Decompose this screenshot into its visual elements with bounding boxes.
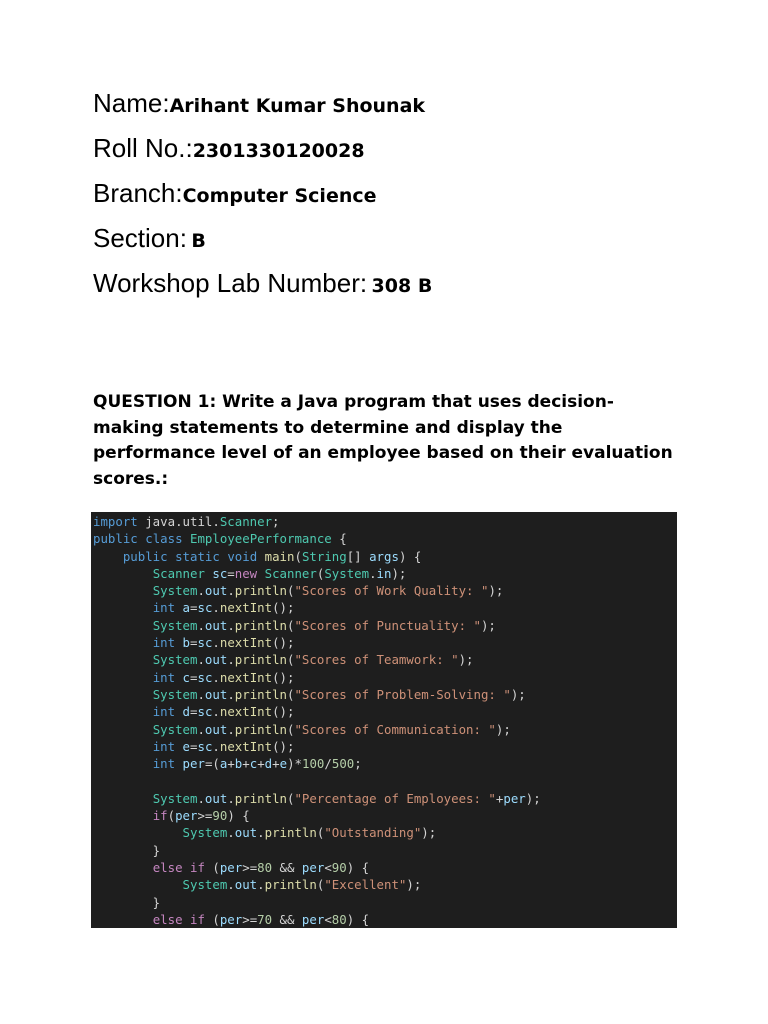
code-token: (); bbox=[272, 704, 295, 720]
code-token: else bbox=[152, 859, 183, 875]
code-token: sc bbox=[197, 669, 213, 685]
roll-no-line bbox=[93, 133, 365, 164]
code-token bbox=[93, 912, 153, 927]
code-token: System bbox=[324, 565, 370, 581]
code-token bbox=[93, 566, 153, 581]
code-token: nextInt bbox=[219, 600, 273, 616]
code-token: [] bbox=[346, 548, 370, 564]
code-token: 100 bbox=[302, 756, 325, 772]
code-token: if bbox=[190, 859, 205, 875]
code-token: ); bbox=[488, 583, 504, 599]
code-token: < bbox=[324, 859, 332, 875]
code-token: } bbox=[93, 894, 161, 910]
name-label: Name: bbox=[93, 88, 170, 118]
code-token: b bbox=[234, 756, 243, 772]
code-token: args bbox=[369, 548, 399, 564]
code-line bbox=[93, 703, 677, 720]
code-token: per bbox=[219, 859, 243, 875]
code-token: "Scores of Teamwork: " bbox=[294, 652, 459, 668]
code-token: 90 bbox=[331, 859, 347, 875]
roll-no-value: 2301330120028 bbox=[192, 140, 365, 162]
code-token: b bbox=[182, 635, 191, 651]
code-token: = bbox=[190, 600, 198, 616]
code-token: ( bbox=[287, 583, 295, 599]
code-token: System bbox=[152, 721, 198, 737]
section-value: B bbox=[191, 230, 206, 252]
code-token: "Scores of Problem-Solving: " bbox=[294, 686, 511, 702]
code-token: + bbox=[257, 756, 265, 772]
code-token: per bbox=[175, 808, 198, 824]
code-token: ); bbox=[421, 825, 437, 841]
code-token bbox=[93, 704, 153, 719]
code-token: per bbox=[182, 756, 205, 772]
code-token: = bbox=[227, 565, 235, 581]
code-token: sc bbox=[212, 565, 228, 581]
branch-value: Computer Science bbox=[182, 185, 377, 207]
code-token: && bbox=[272, 859, 302, 875]
code-line bbox=[93, 876, 677, 893]
code-token: ( bbox=[287, 617, 295, 633]
code-token bbox=[183, 860, 190, 875]
code-token: new bbox=[234, 565, 258, 581]
code-token: EmployeePerformance bbox=[190, 531, 332, 547]
section-line bbox=[93, 223, 206, 254]
code-token: . bbox=[197, 652, 205, 668]
code-token: System bbox=[152, 617, 198, 633]
code-token bbox=[93, 808, 153, 823]
code-token: public bbox=[122, 548, 168, 564]
code-token: . bbox=[212, 738, 220, 754]
code-token bbox=[175, 600, 182, 615]
code-token: c bbox=[249, 756, 258, 772]
code-line bbox=[93, 599, 677, 616]
code-token: . bbox=[197, 721, 205, 737]
code-token: + bbox=[227, 756, 235, 772]
workshop-lab-label: Workshop Lab Number: bbox=[93, 268, 368, 298]
code-token bbox=[93, 687, 153, 702]
code-token bbox=[93, 756, 153, 771]
code-token bbox=[93, 618, 153, 633]
code-token: nextInt bbox=[219, 704, 273, 720]
code-token: . bbox=[227, 652, 235, 668]
code-token: nextInt bbox=[219, 635, 273, 651]
code-token: >= bbox=[242, 859, 258, 875]
code-token: if bbox=[152, 808, 168, 824]
code-token: void bbox=[227, 548, 258, 564]
code-token: ; bbox=[354, 756, 362, 772]
code-token: < bbox=[324, 911, 332, 927]
code-token: per bbox=[503, 790, 526, 806]
code-token: (); bbox=[272, 635, 295, 651]
code-token: println bbox=[234, 686, 287, 702]
code-token: . bbox=[212, 704, 220, 720]
code-token: out bbox=[234, 825, 258, 841]
code-token: d bbox=[264, 756, 273, 772]
code-token: a bbox=[219, 756, 228, 772]
code-token: in bbox=[376, 565, 392, 581]
code-token: println bbox=[234, 583, 287, 599]
code-token: System bbox=[182, 877, 228, 893]
code-listing bbox=[91, 512, 677, 928]
code-token: int bbox=[152, 704, 176, 720]
code-token: 90 bbox=[212, 808, 228, 824]
code-token: Scanner bbox=[152, 565, 205, 581]
code-token: "Scores of Work Quality: " bbox=[294, 583, 489, 599]
code-token: = bbox=[190, 669, 198, 685]
code-token: ( bbox=[287, 686, 295, 702]
code-token: "Scores of Communication: " bbox=[294, 721, 496, 737]
code-line bbox=[93, 686, 677, 703]
code-token: ( bbox=[204, 911, 220, 927]
code-token bbox=[93, 860, 153, 875]
code-token: ); bbox=[406, 877, 422, 893]
code-token: . bbox=[212, 669, 220, 685]
code-token: / bbox=[324, 756, 332, 772]
code-token bbox=[93, 825, 183, 840]
code-token: Scanner bbox=[219, 514, 273, 529]
section-label: Section: bbox=[93, 223, 187, 253]
code-token: class bbox=[145, 531, 183, 547]
code-line bbox=[93, 842, 677, 859]
code-token bbox=[93, 722, 153, 737]
code-token: int bbox=[152, 600, 176, 616]
code-token: >= bbox=[242, 911, 258, 927]
code-token: println bbox=[234, 790, 287, 806]
code-token bbox=[183, 531, 190, 546]
code-line bbox=[93, 911, 677, 928]
branch-label: Branch: bbox=[93, 178, 183, 208]
code-token: sc bbox=[197, 600, 213, 616]
workshop-lab-line bbox=[93, 268, 432, 299]
code-token: e bbox=[182, 738, 191, 754]
code-token bbox=[93, 583, 153, 598]
code-token: ( bbox=[167, 808, 176, 824]
code-token: static bbox=[175, 548, 220, 564]
code-token: a bbox=[182, 600, 191, 616]
workshop-lab-value: 308 B bbox=[371, 275, 433, 297]
code-token: ( bbox=[204, 859, 220, 875]
code-token: ( bbox=[316, 877, 325, 893]
code-token: main bbox=[264, 548, 295, 564]
code-token: ; bbox=[272, 514, 280, 529]
code-token: ); bbox=[495, 721, 511, 737]
code-token: (); bbox=[272, 738, 295, 754]
code-token bbox=[175, 739, 182, 754]
code-token: java.util. bbox=[137, 514, 220, 529]
code-token: ); bbox=[525, 790, 541, 806]
code-line bbox=[93, 669, 677, 686]
code-token: System bbox=[152, 790, 198, 806]
code-token: System bbox=[152, 652, 198, 668]
code-line bbox=[93, 634, 677, 651]
code-line bbox=[93, 738, 677, 755]
code-token: && bbox=[272, 911, 302, 927]
code-token: c bbox=[182, 669, 191, 685]
code-token: println bbox=[234, 721, 287, 737]
code-token: out bbox=[204, 790, 228, 806]
code-token bbox=[168, 549, 175, 564]
code-token: e bbox=[279, 756, 288, 772]
code-token: + bbox=[495, 790, 504, 806]
code-token: =( bbox=[204, 756, 220, 772]
code-token: . bbox=[227, 877, 235, 893]
code-token: out bbox=[204, 617, 228, 633]
code-token: . bbox=[197, 617, 205, 633]
code-token: Scanner bbox=[264, 565, 317, 581]
code-token: . bbox=[212, 635, 220, 651]
code-token: else bbox=[152, 911, 183, 927]
code-token: = bbox=[190, 704, 198, 720]
code-token: out bbox=[234, 877, 258, 893]
code-token: . bbox=[197, 790, 205, 806]
code-token: println bbox=[234, 652, 287, 668]
branch-line bbox=[93, 178, 377, 209]
code-token: . bbox=[227, 583, 235, 599]
code-token bbox=[175, 704, 182, 719]
code-token: public bbox=[93, 531, 138, 547]
code-token: nextInt bbox=[219, 738, 273, 754]
code-token bbox=[93, 600, 153, 615]
code-line bbox=[93, 513, 677, 530]
code-token: . bbox=[369, 565, 377, 581]
code-token: ); bbox=[510, 686, 526, 702]
code-token: sc bbox=[197, 635, 213, 651]
code-token bbox=[93, 670, 153, 685]
code-token: "Excellent" bbox=[324, 877, 407, 893]
question-text: QUESTION 1: Write a Java program that uses decision-making statements to determine and display the performance level of an employee based on their evaluation scores.: bbox=[93, 392, 673, 489]
code-token bbox=[93, 549, 123, 564]
code-token bbox=[93, 652, 153, 667]
code-token: + bbox=[272, 756, 280, 772]
code-token: ( bbox=[287, 721, 295, 737]
code-line bbox=[93, 721, 677, 738]
code-token bbox=[175, 670, 182, 685]
code-token: . bbox=[227, 790, 235, 806]
code-line bbox=[93, 894, 677, 911]
code-token: . bbox=[227, 617, 235, 633]
code-line bbox=[93, 582, 677, 599]
code-token: "Outstanding" bbox=[324, 825, 422, 841]
code-token: int bbox=[152, 669, 176, 685]
code-token: (); bbox=[272, 669, 295, 685]
code-token bbox=[93, 791, 153, 806]
code-token: + bbox=[242, 756, 250, 772]
code-token: 80 bbox=[257, 859, 273, 875]
code-token: . bbox=[197, 583, 205, 599]
code-token: . bbox=[227, 686, 235, 702]
code-token: if bbox=[190, 911, 205, 927]
name-line bbox=[93, 88, 425, 119]
code-token: = bbox=[190, 635, 198, 651]
code-token bbox=[93, 877, 183, 892]
code-token: "Scores of Punctuality: " bbox=[294, 617, 481, 633]
code-token: . bbox=[227, 825, 235, 841]
code-token: ) { bbox=[346, 911, 370, 927]
code-token: println bbox=[234, 617, 287, 633]
code-token bbox=[93, 635, 153, 650]
code-token: nextInt bbox=[219, 669, 273, 685]
code-line bbox=[93, 772, 677, 789]
code-token: println bbox=[264, 825, 317, 841]
code-line bbox=[93, 807, 677, 824]
code-token: String bbox=[301, 548, 347, 564]
code-token: "Percentage of Employees: " bbox=[294, 790, 496, 806]
code-token: ); bbox=[391, 565, 407, 581]
code-token bbox=[175, 635, 182, 650]
code-token: { bbox=[331, 531, 347, 547]
code-line bbox=[93, 617, 677, 634]
code-token: ( bbox=[316, 565, 325, 581]
code-token: out bbox=[204, 686, 228, 702]
code-token: out bbox=[204, 652, 228, 668]
code-token: )* bbox=[287, 756, 302, 772]
code-token bbox=[257, 549, 264, 564]
code-token: . bbox=[197, 686, 205, 702]
code-token: . bbox=[257, 877, 265, 893]
code-token bbox=[93, 739, 153, 754]
code-token: out bbox=[204, 583, 228, 599]
code-token: . bbox=[212, 600, 220, 616]
roll-no-label: Roll No.: bbox=[93, 133, 193, 163]
code-token: ); bbox=[480, 617, 496, 633]
code-token: ( bbox=[294, 548, 302, 564]
code-token: . bbox=[257, 825, 265, 841]
code-token: sc bbox=[197, 704, 213, 720]
code-line bbox=[93, 530, 677, 547]
code-token: import bbox=[93, 514, 138, 529]
code-token: int bbox=[152, 756, 176, 772]
code-token: 500 bbox=[331, 756, 355, 772]
code-token: ); bbox=[458, 652, 474, 668]
code-line bbox=[93, 651, 677, 668]
code-token: int bbox=[152, 738, 176, 754]
code-line bbox=[93, 859, 677, 876]
code-line bbox=[93, 824, 677, 841]
code-line bbox=[93, 565, 677, 582]
code-token: per bbox=[219, 911, 243, 927]
code-token bbox=[257, 566, 264, 581]
code-line bbox=[93, 755, 677, 772]
code-token: per bbox=[301, 859, 325, 875]
code-line bbox=[93, 548, 677, 565]
code-token: = bbox=[190, 738, 198, 754]
code-token: ( bbox=[316, 825, 325, 841]
code-token: ( bbox=[287, 790, 295, 806]
code-token: >= bbox=[197, 808, 213, 824]
code-token: } bbox=[93, 842, 161, 858]
code-line bbox=[93, 790, 677, 807]
code-token: System bbox=[152, 686, 198, 702]
code-token: 80 bbox=[331, 911, 347, 927]
code-token: ) { bbox=[227, 808, 250, 824]
code-token bbox=[183, 912, 190, 927]
code-token: System bbox=[152, 583, 198, 599]
code-token: d bbox=[182, 704, 191, 720]
code-token: println bbox=[264, 877, 317, 893]
code-token: 70 bbox=[257, 911, 273, 927]
code-screenshot bbox=[91, 512, 677, 928]
code-token: (); bbox=[272, 600, 295, 616]
code-token: out bbox=[204, 721, 228, 737]
code-token: per bbox=[301, 911, 325, 927]
code-token: ) { bbox=[398, 548, 422, 564]
code-token: ) { bbox=[346, 859, 370, 875]
code-token: ( bbox=[287, 652, 295, 668]
code-token: int bbox=[152, 635, 176, 651]
code-token: sc bbox=[197, 738, 213, 754]
code-token bbox=[175, 756, 182, 771]
name-value: Arihant Kumar Shounak bbox=[169, 95, 426, 117]
code-token: System bbox=[182, 825, 228, 841]
code-token: . bbox=[227, 721, 235, 737]
